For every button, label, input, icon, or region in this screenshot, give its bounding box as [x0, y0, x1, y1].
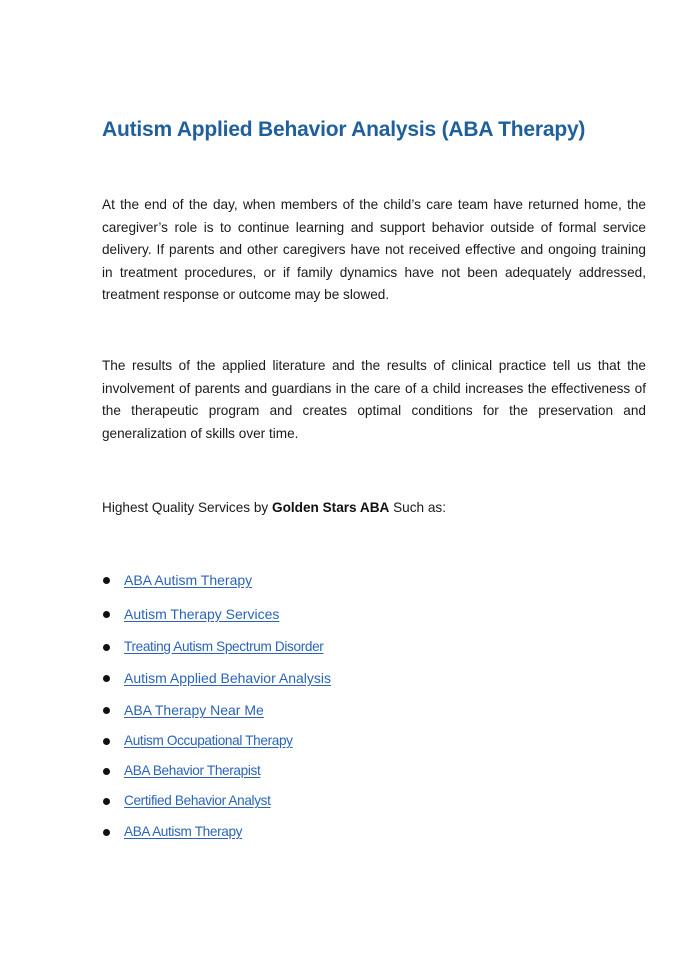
list-item — [102, 637, 323, 657]
link-aba-therapy-near-me[interactable]: ABA Therapy Near Me — [124, 702, 264, 718]
list-item — [102, 791, 271, 811]
bullet-icon — [103, 611, 110, 618]
list-item — [102, 700, 264, 720]
list-item — [102, 822, 242, 842]
brand-name: Golden Stars ABA — [272, 500, 390, 515]
link-aba-autism-therapy-2[interactable]: ABA Autism Therapy — [124, 824, 243, 839]
bullet-icon — [103, 675, 110, 682]
paragraph-caregiver-role: At the end of the day, when members of the child’s care team have returned home, the caregiver’s role is to continue learning and support behavior outside of formal service delivery. If parents and other caregivers have not received effective and ongoing training in treatment procedures, or if family dynamics have not been adequately addressed, treatment response or outcome may be slowed. — [102, 197, 646, 302]
bullet-icon — [103, 707, 110, 714]
list-item — [102, 668, 331, 688]
page-title: Autism Applied Behavior Analysis (ABA Therapy) — [102, 118, 586, 141]
link-aba-autism-therapy[interactable]: ABA Autism Therapy — [124, 572, 253, 588]
list-item — [102, 604, 279, 624]
bullet-icon — [103, 798, 110, 805]
link-aba-behavior-therapist[interactable]: ABA Behavior Therapist — [124, 763, 261, 778]
link-treating-autism-spectrum-disorder[interactable]: Treating Autism Spectrum Disorder — [124, 639, 324, 654]
paragraph-parent-involvement: The results of the applied literature and the results of clinical practice tell us that the involvement of parents and guardians in the care of a child increases the effectiveness of the therapeutic program and creates optimal conditions for the preservation and generalization of skills over time. — [102, 358, 646, 441]
services-suffix: Such as: — [389, 500, 446, 515]
link-autism-therapy-services[interactable]: Autism Therapy Services — [124, 606, 280, 622]
link-autism-occupational-therapy[interactable]: Autism Occupational Therapy — [124, 733, 293, 748]
services-intro — [102, 497, 446, 519]
bullet-icon — [103, 738, 110, 745]
services-prefix: Highest Quality Services by — [102, 500, 272, 515]
bullet-icon — [103, 829, 110, 836]
link-certified-behavior-analyst[interactable]: Certified Behavior Analyst — [124, 793, 271, 808]
bullet-icon — [103, 768, 110, 775]
link-autism-applied-behavior-analysis[interactable]: Autism Applied Behavior Analysis — [124, 670, 331, 686]
list-item — [102, 731, 293, 751]
bullet-icon — [103, 577, 110, 584]
list-item — [102, 570, 252, 590]
list-item — [102, 761, 260, 781]
bullet-icon — [103, 644, 110, 651]
